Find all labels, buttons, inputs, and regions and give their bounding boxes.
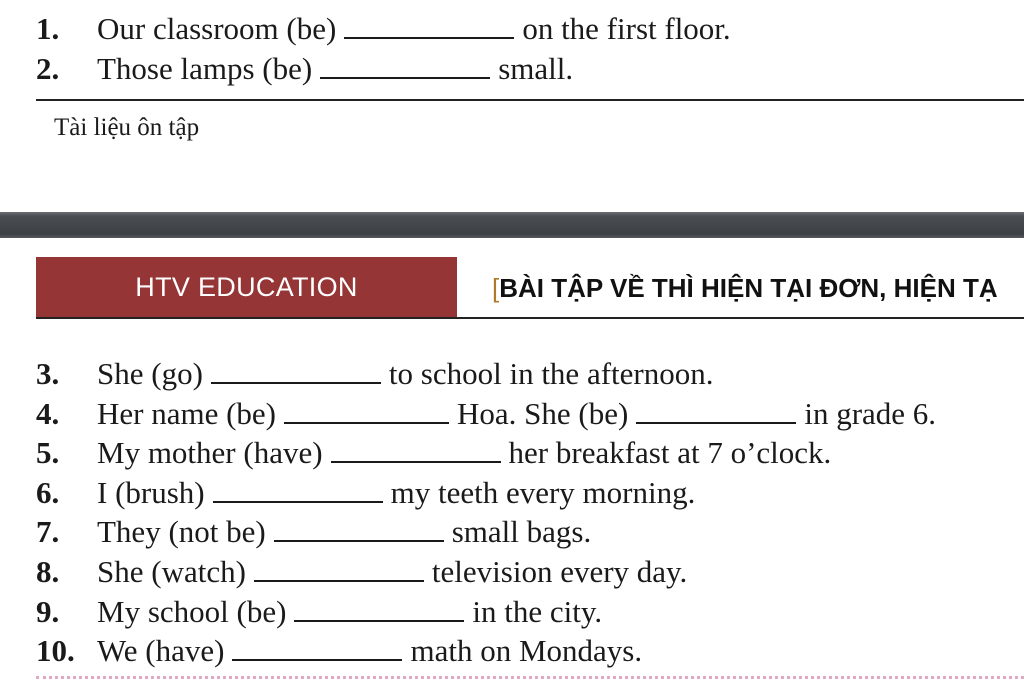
question-prompt: Her name (be): [97, 395, 277, 431]
question-rest: small bags.: [451, 514, 592, 550]
question-prompt: Our classroom (be): [97, 11, 337, 46]
question-prompt: My school (be): [97, 593, 287, 629]
answer-blank: [344, 10, 514, 39]
question-number: 4.: [36, 395, 60, 431]
question-number: 7.: [36, 514, 60, 550]
answer-blank: [294, 593, 464, 622]
answer-blank: [254, 553, 424, 582]
question-prompt: Those lamps (be): [97, 50, 313, 86]
answer-blank: [213, 474, 383, 503]
answer-blank: [232, 632, 402, 661]
question-number: 6.: [36, 474, 60, 510]
question-number: 9.: [36, 593, 60, 629]
question-prompt: She (go): [97, 356, 203, 391]
answer-blank: [331, 434, 501, 463]
question-rest: my teeth every morning.: [390, 474, 696, 510]
page-header-title: [492, 257, 1024, 317]
header-rule: [36, 317, 1024, 319]
question-number: 1.: [36, 11, 60, 46]
page-footer-rule: [36, 99, 1024, 101]
question-number: 8.: [36, 553, 60, 589]
answer-blank: [274, 513, 444, 542]
answer-blank: [211, 355, 381, 384]
question-number: 3.: [36, 356, 60, 391]
question-rest: to school in the afternoon.: [388, 356, 714, 391]
question-text: [97, 354, 713, 394]
question-rest: math on Mondays.: [410, 633, 643, 669]
question-rest: in the city.: [472, 593, 603, 629]
question-rest-2: in grade 6.: [804, 395, 937, 431]
page-header: [36, 257, 1024, 317]
answer-blank: [320, 50, 490, 79]
answer-blank: [284, 395, 449, 424]
title-bracket: [: [492, 273, 500, 303]
question-text: [97, 473, 695, 513]
title-text: BÀI TẬP VỀ THÌ HIỆN TẠI ĐƠN, HIỆN TẠ: [499, 273, 998, 303]
document-page-top: [0, 0, 1024, 212]
decorative-dotted-border: [36, 676, 1024, 679]
brand-label: HTV EDUCATION: [36, 257, 457, 317]
question-rest: Hoa. She (be): [457, 395, 629, 431]
page-footer-text: Tài liệu ôn tập: [54, 114, 200, 141]
question-rest: her breakfast at 7 o’clock.: [508, 435, 832, 471]
question-prompt: They (not be): [97, 514, 266, 550]
question-text: [97, 9, 731, 49]
question-prompt: My mother (have): [97, 435, 323, 471]
question-number: 2.: [36, 50, 60, 86]
question-text: [97, 552, 687, 592]
question-number: 10.: [36, 633, 75, 669]
question-text: [97, 49, 573, 89]
answer-blank-2: [636, 395, 796, 424]
question-number: 5.: [36, 435, 60, 471]
question-rest: small.: [498, 50, 574, 86]
question-prompt: I (brush): [97, 474, 205, 510]
page-separator: [0, 212, 1024, 238]
question-text: [97, 433, 831, 473]
question-rest: television every day.: [431, 553, 688, 589]
question-text: [97, 394, 936, 434]
question-text: [97, 512, 591, 552]
question-text: [97, 592, 602, 632]
question-prompt: She (watch): [97, 553, 246, 589]
question-text: [97, 631, 642, 671]
question-rest: on the first floor.: [522, 11, 731, 46]
question-prompt: We (have): [97, 633, 225, 669]
